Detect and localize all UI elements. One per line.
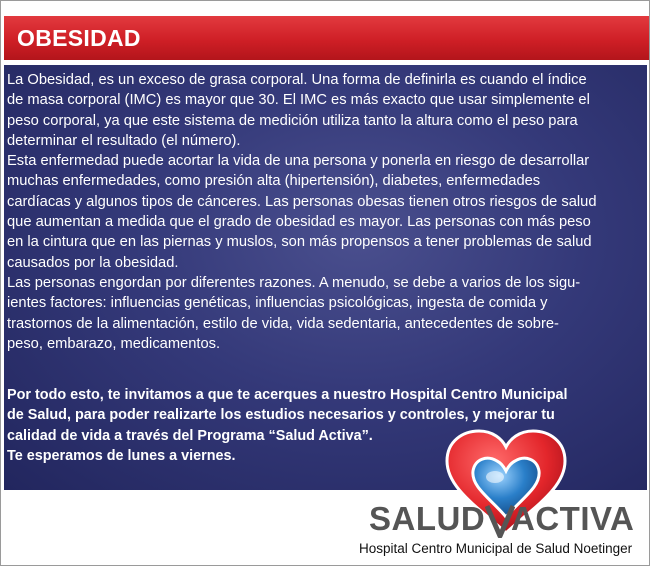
body-line: de masa corporal (IMC) es mayor que 30. El IMC es más exacto que usar simplemente el	[7, 92, 590, 109]
body-line: La Obesidad, es un exceso de grasa corporal. Una forma de definirla es cuando el índice	[7, 72, 587, 88]
cta-line: calidad de vida a través del Programa “Salud Activa”.	[7, 427, 373, 444]
content-panel	[4, 65, 647, 490]
cta-line: Por todo esto, te invitamos a que te acerques a nuestro Hospital Centro Municipal	[7, 387, 568, 403]
body-line: que aumentan a medida que el grado de obesidad es mayor. Las personas con más peso	[7, 214, 591, 231]
page-title: OBESIDAD	[17, 25, 141, 51]
logo-word-activa: ACTIVA	[511, 500, 635, 537]
body-line: peso corporal, ya que este sistema de medición utiliza tanto la altura como el peso para	[7, 112, 578, 129]
body-line: peso, embarazo, medicamentos.	[7, 335, 221, 352]
body-text	[7, 70, 643, 354]
body-line: Esta enfermedad puede acortar la vida de una persona y ponerla en riesgo de desarrollar	[7, 153, 590, 170]
body-line: causados por la obesidad.	[7, 254, 179, 271]
logo-word-salud: SALUD	[369, 500, 486, 537]
body-line: en la cintura que en las piernas y muslos, son más propensos a tener problemas de salud	[7, 234, 592, 251]
cta-line: Te esperamos de lunes a viernes.	[7, 447, 236, 464]
body-line: determinar el resultado (el número).	[7, 132, 241, 149]
hospital-name: Hospital Centro Municipal de Salud Noetinger	[359, 541, 633, 556]
cta-line: de Salud, para poder realizarte los estudios necesarios y controles, y mejorar tu	[7, 407, 555, 424]
salud-activa-logo	[369, 500, 639, 544]
body-line: muchas enfermedades, como presión alta (hipertensión), diabetes, enfermedades	[7, 173, 541, 190]
body-line: cardíacas y algunos tipos de cánceres. Las personas obesas tienen otros riesgos de salud	[7, 193, 597, 210]
body-line: trastornos de la alimentación, estilo de vida, vida sedentaria, antecedentes de sobre-	[7, 315, 559, 332]
body-line: Las personas engordan por diferentes razones. A menudo, se debe a varios de los sigu-	[7, 274, 581, 291]
body-line: ientes factores: influencias genéticas, influencias psicológicas, ingesta de comida y	[7, 295, 548, 312]
title-banner	[4, 16, 649, 60]
